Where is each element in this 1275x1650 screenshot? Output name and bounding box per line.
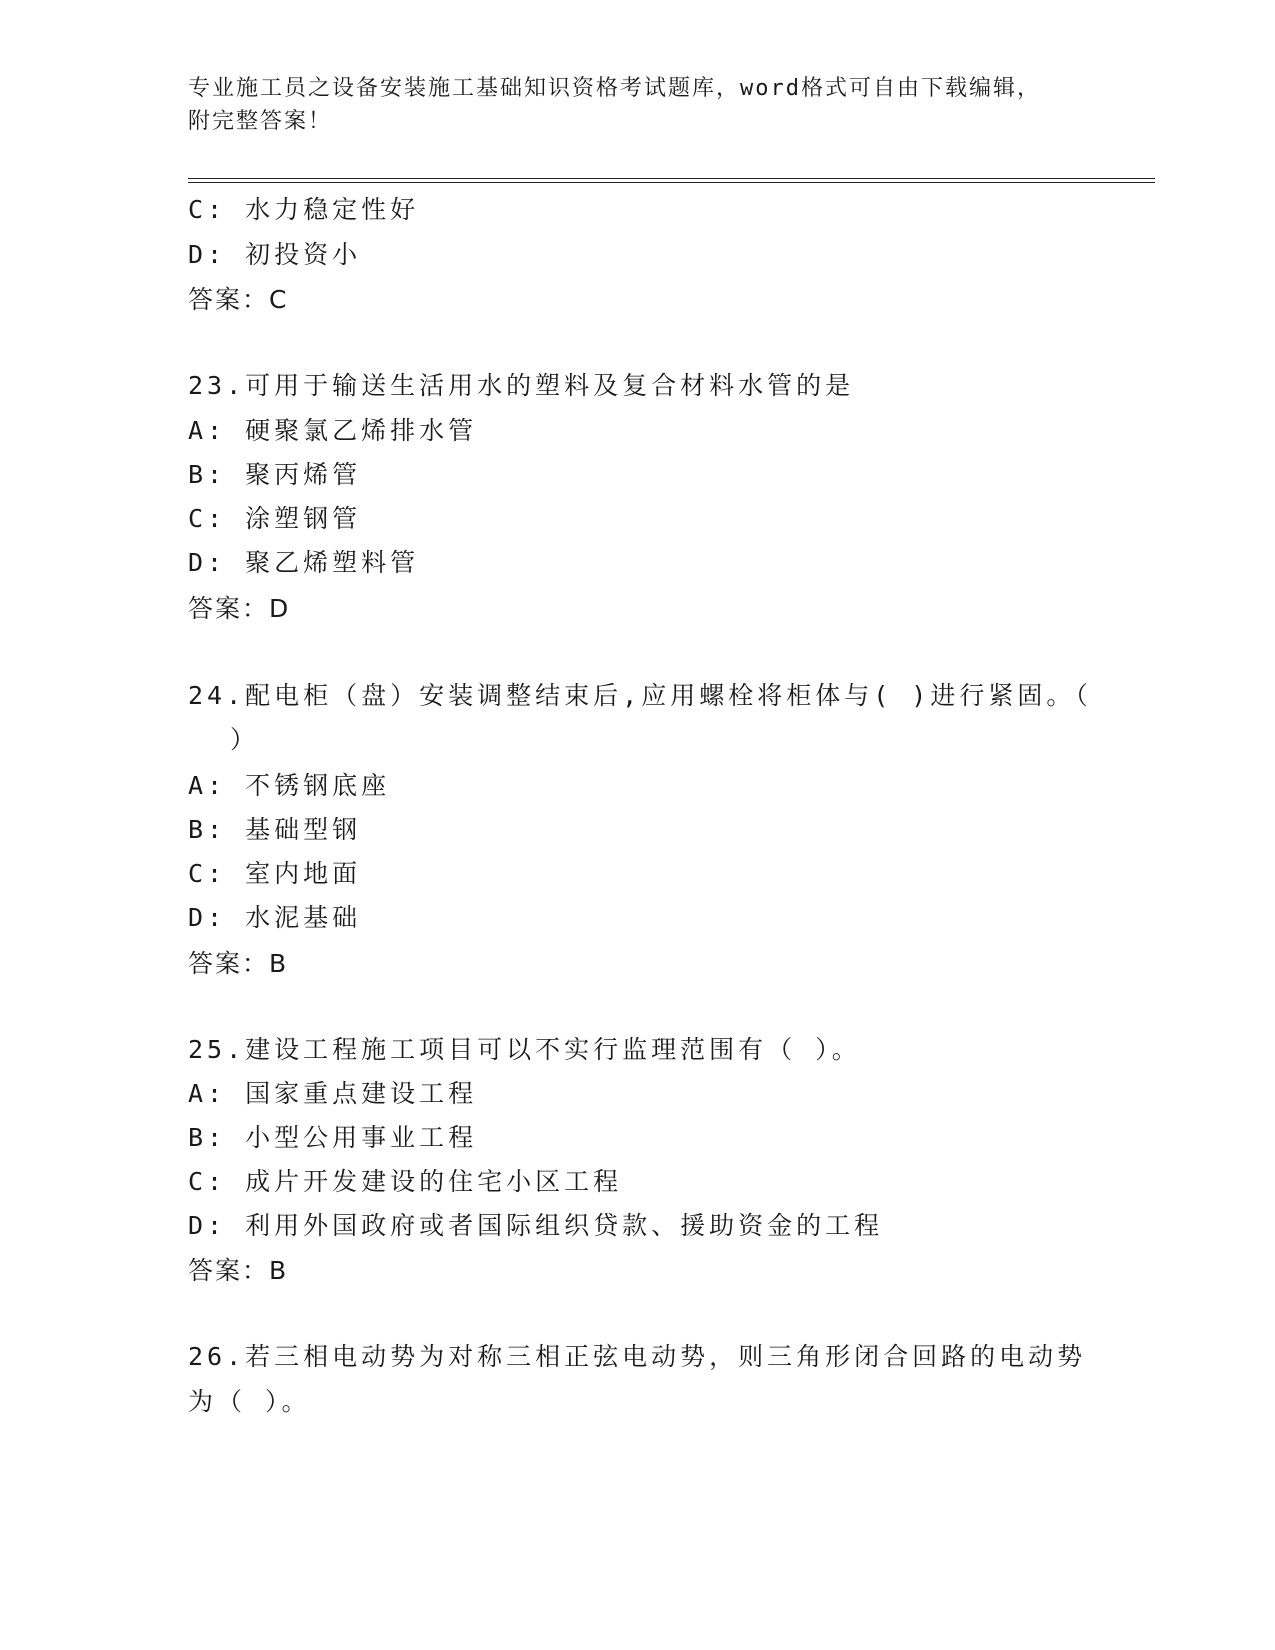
header-divider-bottom — [188, 182, 1155, 183]
header-divider-top — [188, 178, 1155, 179]
q22-option-c: C: 水力稳定性好 — [188, 195, 420, 224]
q26-stem: 26.若三相电动势为对称三相正弦电动势，则三角形闭合回路的电动势 — [188, 1342, 1087, 1371]
q25-stem: 25.建设工程施工项目可以不实行监理范围有（ ）。 — [188, 1035, 861, 1064]
q25-answer: 答案：B — [188, 1256, 289, 1285]
q23-stem: 23.可用于输送生活用水的塑料及复合材料水管的是 — [188, 371, 855, 400]
q24-option-d: D: 水泥基础 — [188, 903, 362, 932]
q24-option-b: B: 基础型钢 — [188, 815, 362, 844]
q25-option-d: D: 利用外国政府或者国际组织贷款、援助资金的工程 — [188, 1211, 884, 1240]
q24-stem: 24.配电柜（盘）安装调整结束后,应用螺栓将柜体与( )进行紧固。（ — [188, 681, 1092, 710]
header-line-2: 附完整答案！ — [188, 109, 333, 134]
q22-option-d: D: 初投资小 — [188, 240, 362, 269]
q24-answer: 答案：B — [188, 949, 289, 978]
q23-option-b: B: 聚丙烯管 — [188, 460, 362, 489]
q22-answer: 答案：C — [188, 285, 289, 314]
header-line-1: 专业施工员之设备安装施工基础知识资格考试题库，word格式可自由下载编辑， — [188, 76, 1041, 101]
q26-stem-continuation: 为（ ）。 — [188, 1387, 311, 1416]
q23-option-a: A: 硬聚氯乙烯排水管 — [188, 416, 478, 445]
q25-option-c: C: 成片开发建设的住宅小区工程 — [188, 1167, 623, 1196]
document-header — [188, 72, 1068, 138]
q23-answer: 答案：D — [188, 594, 291, 623]
q25-option-a: A: 国家重点建设工程 — [188, 1079, 478, 1108]
q24-stem-continuation: ） — [230, 725, 260, 754]
q23-option-c: C: 涂塑钢管 — [188, 504, 362, 533]
q24-option-a: A: 不锈钢底座 — [188, 771, 391, 800]
q24-option-c: C: 室内地面 — [188, 859, 362, 888]
q25-option-b: B: 小型公用事业工程 — [188, 1123, 478, 1152]
q23-option-d: D: 聚乙烯塑料管 — [188, 548, 420, 577]
